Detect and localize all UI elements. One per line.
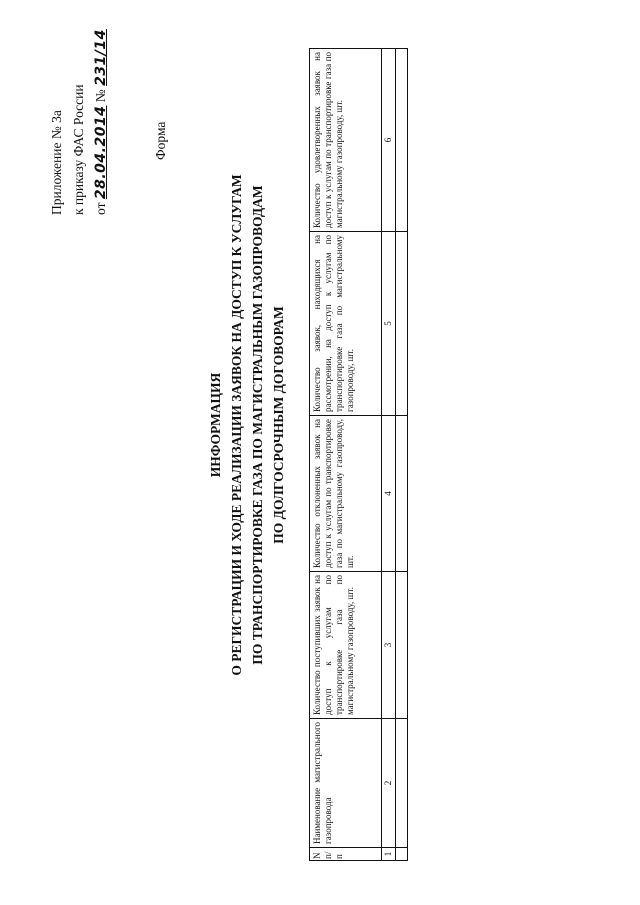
table-cell [396,572,408,719]
header-cell-rejected: Количество отклоненных заявок на доступ к услугам по транспортировке газа по магистральному газопроводу, шт. [310,416,382,572]
annex-line-2: к приказу ФАС России [71,84,86,215]
column-number-5: 5 [382,232,396,416]
column-number-6: 6 [382,49,396,232]
annex-number: 231/14 [93,29,109,86]
table-cell [396,49,408,232]
annex-number-label: № [93,89,108,103]
annex-from-label: от [93,202,108,215]
header-cell-pending: Количество заявок, находящихся на рассмотрении, на доступ к услугам по транспортировке газа по магистральному газопроводу, шт. [310,232,382,416]
document-title [205,145,289,705]
title-line-2: О РЕГИСТРАЦИИ И ХОДЕ РЕАЛИЗАЦИИ ЗАЯВОК НА ДОСТУП К УСЛУГАМ [229,174,244,676]
header-cell-satisfied: Количество удовлетворенных заявок на доступ к услугам по транспортировке газа по магистральному газопроводу, шт. [310,49,382,232]
title-line-3: ПО ТРАНСПОРТИРОВКЕ ГАЗА ПО МАГИСТРАЛЬНЫМ ГАЗОПРОВОДАМ [250,185,265,665]
header-cell-number: N п/п [310,848,382,861]
table-cell [396,719,408,848]
table-number-row [382,49,396,861]
header-cell-pipeline: Наименование магистрального газопровода [310,719,382,848]
annex-date: 28.04.2014 [93,105,109,200]
table-cell [396,848,408,861]
form-label: Форма [153,121,168,160]
title-line-4: ПО ДОЛГОСРОЧНЫМ ДОГОВОРАМ [271,306,286,544]
table-header-row [310,49,382,861]
report-table [309,48,408,861]
header-cell-received: Количество поступивших заявок на доступ к услугам по транспортировке газа по магистральному газопроводу, шт. [310,572,382,719]
annex-block [46,5,112,215]
annex-line-3 [90,5,112,215]
column-number-4: 4 [382,416,396,572]
table-cell [396,416,408,572]
table-cell [396,232,408,416]
column-number-1: 1 [382,848,396,861]
title-line-1: ИНФОРМАЦИЯ [208,372,223,478]
annex-line-1: Приложение № 3а [49,110,64,215]
column-number-3: 3 [382,572,396,719]
column-number-2: 2 [382,719,396,848]
table-row [396,49,408,861]
